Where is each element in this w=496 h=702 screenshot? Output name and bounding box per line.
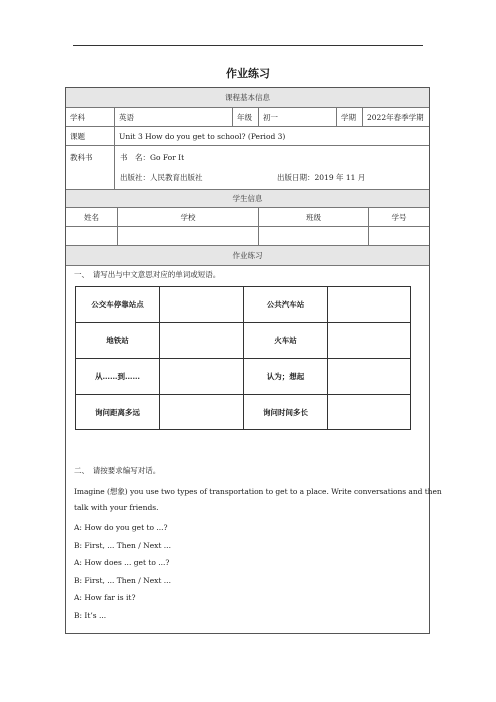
- vocab-answer[interactable]: [328, 287, 410, 323]
- topic-row: [66, 127, 429, 146]
- publisher-label: 出版社：: [120, 173, 150, 182]
- course-info-header: 课程基本信息: [66, 88, 429, 108]
- vocab-prompt: 询问距离多远: [76, 395, 160, 429]
- entry-student-id[interactable]: [369, 227, 429, 245]
- vocab-answer[interactable]: [160, 395, 244, 429]
- instruction-line-2: talk with your friends.: [74, 503, 159, 512]
- pub-date-label: 出版日期：: [277, 173, 315, 182]
- dialogue-line: A: How does ... get to ...?: [74, 558, 170, 567]
- question-2-instruction: [74, 484, 442, 516]
- vocab-answer[interactable]: [328, 395, 410, 429]
- instruction-line-1: Imagine (想象) you use two types of transportation to get to a place. Write conversations and then: [74, 487, 442, 496]
- term-label: 学期: [337, 108, 363, 126]
- grade-value: 初一: [259, 108, 337, 126]
- student-columns-row: [66, 208, 429, 227]
- publisher-value: 人民教育出版社: [150, 173, 203, 182]
- dialogue-template: [74, 519, 426, 624]
- col-name: 姓名: [66, 208, 118, 226]
- subject-label: 学科: [66, 108, 115, 126]
- vocab-prompt: 公共汽车站: [244, 287, 328, 323]
- dialogue-line: B: First, ... Then / Next ...: [74, 540, 171, 550]
- vocab-prompt: 公交车停靠站点: [76, 287, 160, 323]
- publisher: [120, 172, 203, 183]
- vocab-answer[interactable]: [328, 359, 410, 395]
- vocab-table: [75, 286, 411, 430]
- vocab-answer[interactable]: [328, 323, 410, 359]
- entry-class[interactable]: [259, 227, 369, 245]
- textbook-row: [66, 146, 429, 190]
- publication-date: [277, 172, 365, 183]
- student-entry-row: [66, 227, 429, 246]
- vocab-answer[interactable]: [160, 287, 244, 323]
- entry-school[interactable]: [118, 227, 259, 245]
- vocab-answer[interactable]: [160, 359, 244, 395]
- topic-value: Unit 3 How do you get to school? (Period 3): [119, 131, 286, 141]
- course-info-row: [66, 108, 429, 127]
- dialogue-line: A: How far is it?: [74, 593, 136, 602]
- dialogue-line: B: First, ... Then / Next ...: [74, 575, 171, 585]
- homework-header: 作业练习: [66, 246, 429, 266]
- pub-date-value: 2019 年 11 月: [314, 173, 366, 182]
- vocab-prompt: 地铁站: [76, 323, 160, 359]
- vocab-prompt: 从……到……: [76, 359, 160, 395]
- vocab-answer[interactable]: [160, 323, 244, 359]
- question-2-prompt: 二、 请按要求编写对话。: [74, 466, 161, 475]
- book-name-value: Go For It: [150, 153, 185, 162]
- top-rule: [73, 45, 423, 46]
- textbook-label: 教科书: [66, 146, 115, 189]
- question-1-prompt: 一、 请写出与中文意思对应的单词或短语。: [74, 270, 221, 279]
- col-student-id: 学号: [391, 212, 407, 222]
- book-name-label: 书 名：: [120, 153, 150, 162]
- col-school: 学校: [118, 208, 259, 226]
- vocab-prompt: 火车站: [244, 323, 328, 359]
- student-info-header: 学生信息: [66, 190, 429, 208]
- dialogue-line: B: It’s ...: [74, 610, 107, 620]
- dialogue-line: A: How do you get to ...?: [74, 523, 168, 532]
- term-value: 2022年春季学期: [367, 112, 424, 122]
- topic-label: 课题: [66, 127, 115, 145]
- col-class: 班级: [259, 208, 369, 226]
- book-name: [120, 152, 184, 163]
- grade-label: 年级: [233, 108, 259, 126]
- vocab-prompt: 认为；想起: [244, 359, 328, 395]
- entry-name[interactable]: [66, 227, 118, 245]
- page-title: 作业练习: [226, 67, 270, 80]
- subject-value: 英语: [115, 108, 233, 126]
- vocab-prompt: 询问时间多长: [244, 395, 328, 429]
